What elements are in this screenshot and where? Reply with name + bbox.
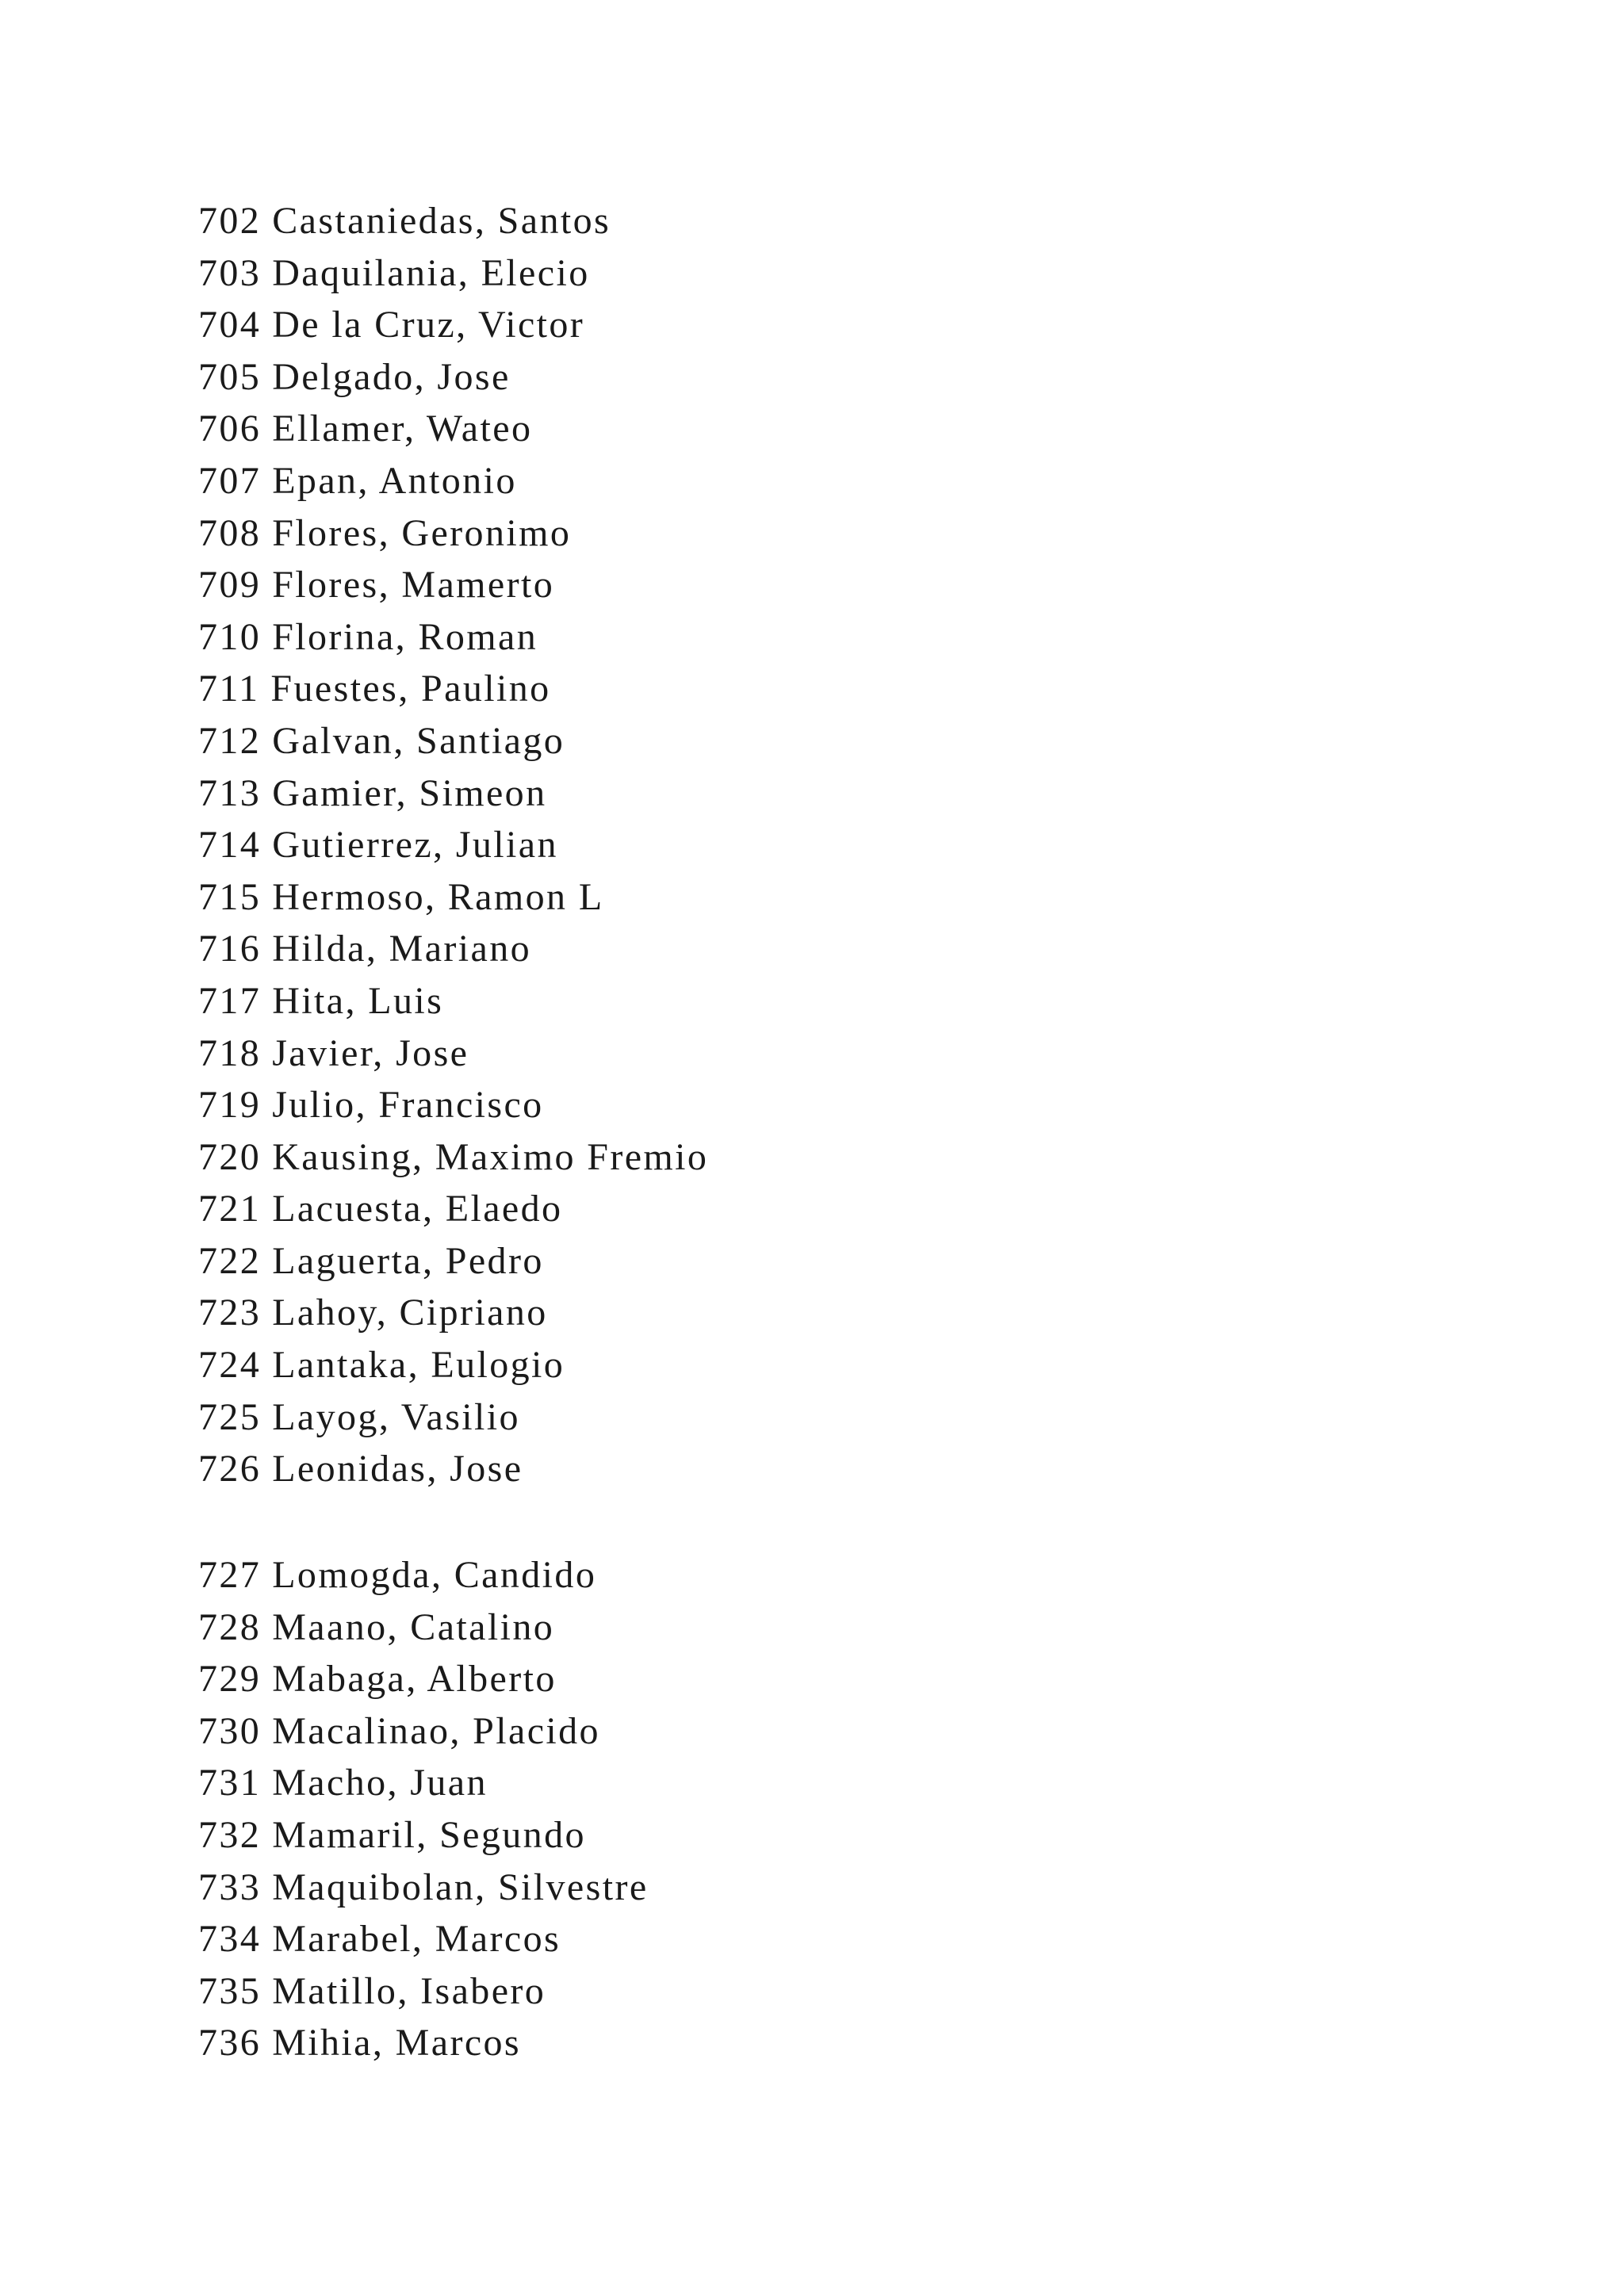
entry-name: Ellamer, Wateo [272,408,533,450]
entry-name: Hilda, Mariano [272,928,532,970]
list-item [198,455,708,507]
entry-number: 718 [198,1031,262,1074]
list-item [198,1079,708,1131]
list-item [198,351,708,404]
list-item [198,1287,708,1339]
entry-name: Epan, Antonio [272,459,517,502]
entry-number: 709 [198,564,262,607]
list-item [198,715,708,767]
entry-number: 730 [198,1709,262,1752]
entry-number: 722 [198,1239,262,1282]
entry-name: Mamaril, Segundo [272,1813,586,1856]
entry-name: Lomogda, Candido [272,1554,597,1596]
list-item [198,195,708,247]
list-item [198,2017,649,2069]
list-item [198,1131,708,1184]
entry-name: Mabaga, Alberto [272,1658,557,1701]
entry-number: 713 [198,771,262,814]
name-list-section-2 [198,1549,649,2069]
list-item [198,403,708,455]
list-item [198,611,708,664]
entry-name: Flores, Mamerto [272,564,555,607]
list-item [198,1862,649,1914]
entry-number: 723 [198,1292,262,1334]
entry-number: 733 [198,1866,262,1908]
list-item [198,507,708,560]
entry-name: Daquilania, Elecio [272,251,590,294]
entry-number: 711 [198,668,260,710]
entry-number: 720 [198,1135,262,1178]
entry-name: Matillo, Isabero [272,1969,546,2012]
entry-name: Fuestes, Paulino [270,668,551,710]
entry-number: 706 [198,408,262,450]
list-item [198,247,708,300]
entry-number: 732 [198,1813,262,1856]
entry-number: 724 [198,1344,262,1387]
entry-name: Lacuesta, Elaedo [272,1188,563,1230]
entry-number: 735 [198,1969,262,2012]
entry-number: 707 [198,459,262,502]
entry-number: 710 [198,615,262,658]
entry-number: 703 [198,251,262,294]
entry-number: 719 [198,1084,262,1127]
entry-name: Layog, Vasilio [272,1395,520,1438]
entry-name: Maano, Catalino [272,1605,555,1648]
entry-number: 704 [198,304,262,346]
entry-number: 714 [198,824,262,867]
entry-name: Lantaka, Eulogio [272,1344,565,1387]
list-item [198,1339,708,1391]
entry-name: Gamier, Simeon [272,771,547,814]
entry-name: Macho, Juan [272,1762,488,1804]
entry-name: Galvan, Santiago [272,719,565,762]
entry-number: 717 [198,979,262,1022]
list-item [198,1183,708,1235]
list-item [198,1913,649,1965]
list-item [198,975,708,1027]
entry-number: 705 [198,355,262,398]
entry-name: Marabel, Marcos [272,1918,561,1961]
entry-number: 712 [198,719,262,762]
list-item [198,1235,708,1288]
list-item [198,1653,649,1705]
entry-number: 715 [198,875,262,918]
entry-name: Flores, Geronimo [272,511,572,554]
entry-name: Julio, Francisco [272,1084,544,1127]
entry-number: 727 [198,1554,262,1596]
list-item [198,299,708,351]
list-item [198,767,708,820]
list-item [198,1027,708,1080]
entry-name: Leonidas, Jose [272,1448,523,1490]
entry-name: Hermoso, Ramon L [272,875,604,918]
list-item [198,1757,649,1809]
entry-number: 716 [198,928,262,970]
entry-name: Castaniedas, Santos [272,200,611,242]
entry-name: Maquibolan, Silvestre [272,1866,649,1908]
entry-number: 702 [198,200,262,242]
list-item [198,663,708,715]
list-item [198,923,708,975]
list-item [198,559,708,611]
entry-name: Hita, Luis [272,979,444,1022]
entry-name: Kausing, Maximo Fremio [272,1135,709,1178]
entry-number: 731 [198,1762,262,1804]
list-item [198,819,708,871]
list-item [198,1549,649,1601]
entry-name: Laguerta, Pedro [272,1239,544,1282]
entry-name: De la Cruz, Victor [272,304,585,346]
entry-name: Macalinao, Placido [272,1709,600,1752]
entry-name: Mihia, Marcos [272,2022,522,2064]
list-item [198,1705,649,1758]
entry-number: 726 [198,1448,262,1490]
name-list-section-1 [198,195,708,1495]
list-item [198,1443,708,1495]
entry-name: Lahoy, Cipriano [272,1292,548,1334]
entry-name: Javier, Jose [272,1031,469,1074]
entry-number: 728 [198,1605,262,1648]
list-item [198,871,708,924]
list-item [198,1809,649,1862]
entry-number: 721 [198,1188,262,1230]
entry-number: 725 [198,1395,262,1438]
list-item [198,1965,649,2018]
entry-number: 736 [198,2022,262,2064]
list-item [198,1391,708,1444]
entry-name: Delgado, Jose [272,355,511,398]
entry-number: 729 [198,1658,262,1701]
entry-number: 708 [198,511,262,554]
entry-number: 734 [198,1918,262,1961]
list-item [198,1601,649,1654]
entry-name: Florina, Roman [272,615,538,658]
entry-name: Gutierrez, Julian [272,824,558,867]
